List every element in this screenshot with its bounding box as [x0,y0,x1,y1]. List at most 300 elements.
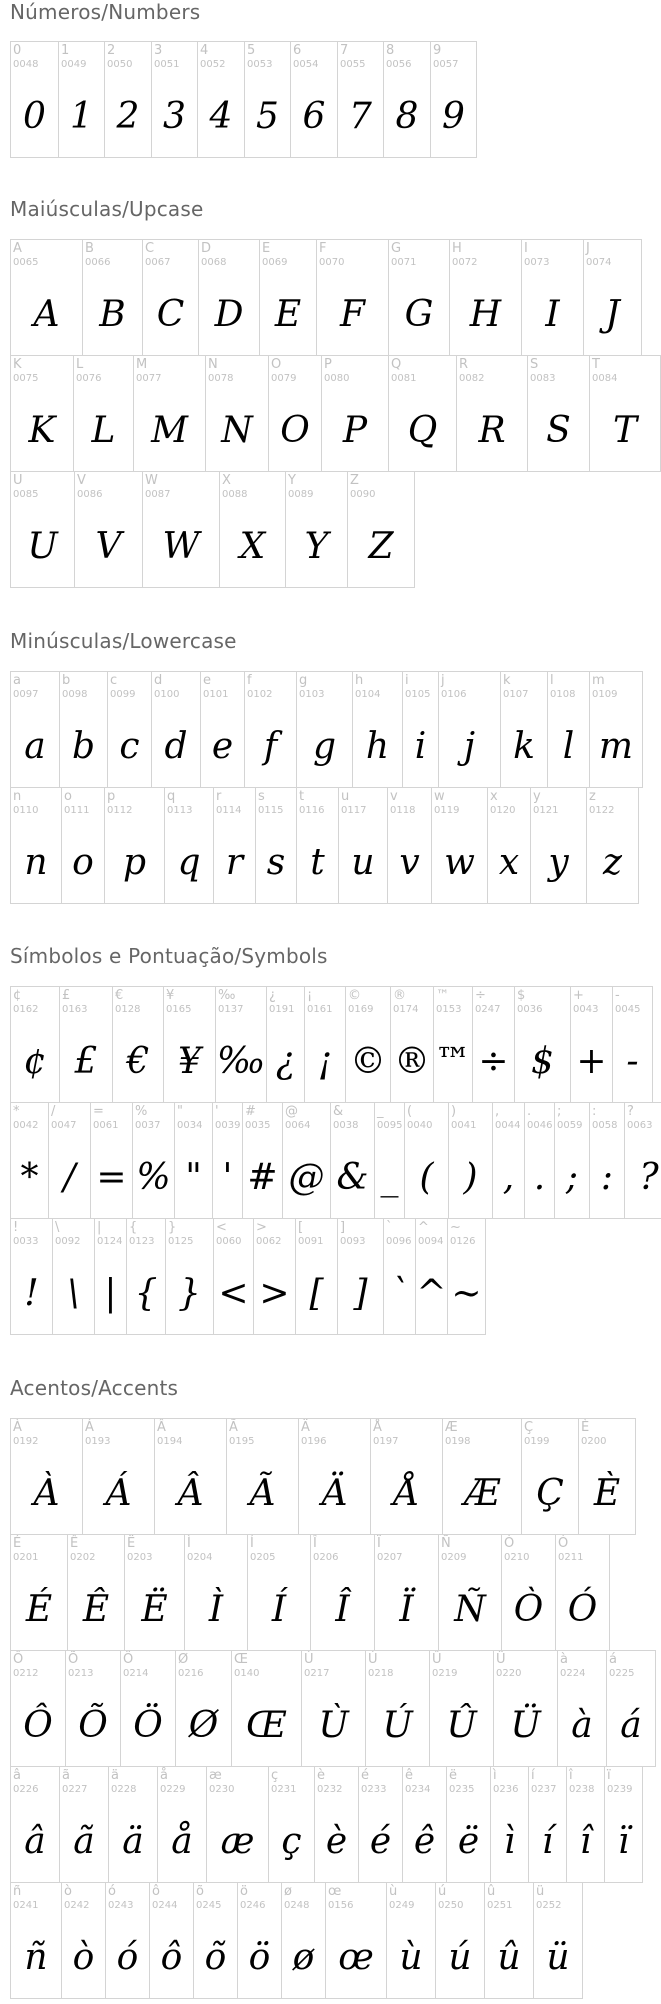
glyph-cell [604,1766,643,1883]
glyph-cell [205,355,269,472]
glyph-cell [402,671,439,788]
glyph-code: 0195 [229,1436,255,1447]
glyph-sample: 7 [349,96,372,137]
glyph-cell [429,1650,494,1767]
glyph-sample: Z [368,526,394,567]
glyph-sample: M [151,410,188,451]
glyph-sample: u [351,842,375,883]
glyph-sample: F [340,294,365,335]
glyph-sample: È [593,1473,621,1514]
glyph-label: 4 [200,43,209,58]
glyph-cell [447,1218,486,1335]
glyph-label: Ä [301,1420,310,1435]
glyph-sample: R [478,410,506,451]
glyph-code: 0106 [441,689,467,700]
glyph-label: x [490,789,498,804]
glyph-label: # [245,1104,256,1119]
glyph-row [10,1534,655,1650]
glyph-code: 0040 [407,1120,433,1131]
glyph-cell [383,1218,416,1335]
glyph-cell [10,1766,60,1883]
glyph-label: u [341,789,350,804]
glyph-label: ? [627,1104,634,1119]
glyph-label: % [135,1104,148,1119]
glyph-code: 0097 [13,689,39,700]
glyph-code: 0228 [111,1784,137,1795]
glyph-code: 0096 [386,1236,412,1247]
glyph-sample: â [24,1821,46,1862]
glyph-label: L [76,357,84,372]
glyph-cell [557,1650,607,1767]
glyph-label: " [177,1104,183,1119]
glyph-label: ò [64,1884,72,1899]
glyph-sample: ] [353,1273,368,1314]
glyph-label: X [222,473,231,488]
glyph-sample: U [27,526,58,567]
glyph-code: 0230 [209,1784,235,1795]
glyph-code: 0156 [328,1900,354,1911]
glyph-sample: % [136,1157,171,1198]
glyph-cell [10,787,62,904]
glyph-label: C [145,241,155,256]
glyph-label: b [62,673,71,688]
glyph-label: t [299,789,305,804]
glyph-sample: ñ [24,1937,48,1978]
glyph-label: = [93,1104,104,1119]
glyph-label: Ù [304,1652,314,1667]
glyph-sample: . [533,1157,546,1198]
glyph-label: i [405,673,409,688]
glyph-code: 0219 [432,1668,458,1679]
glyph-code: 0124 [97,1236,123,1247]
glyph-code: 0204 [187,1552,213,1563]
glyph-code: 0153 [436,1004,462,1015]
glyph-label: À [13,1420,22,1435]
glyph-sample: C [156,294,185,335]
glyph-code: 0034 [177,1120,203,1131]
glyph-code: 0241 [13,1900,39,1911]
glyph-cell [387,787,432,904]
glyph-code: 0115 [258,805,284,816]
glyph-label: N [208,357,218,372]
glyph-sample: y [548,842,569,883]
glyph-cell [578,1418,636,1535]
glyph-label: ¿ [269,988,276,1003]
glyph-label: ¢ [13,988,22,1003]
glyph-code: 0201 [13,1552,39,1563]
glyph-code: 0059 [557,1120,583,1131]
glyph-sample: € [126,1041,150,1082]
glyph-sample: ¿ [275,1041,296,1082]
glyph-sample: ê [413,1821,436,1862]
glyph-sample: ? [639,1157,659,1198]
glyph-sample: g [312,726,337,767]
glyph-code: 0037 [135,1120,161,1131]
glyph-label: m [592,673,605,688]
glyph-cell [213,787,256,904]
glyph-cell [282,1102,331,1219]
glyph-sample: P [342,410,368,451]
glyph-cell [583,239,642,356]
glyph-cell [490,1766,529,1883]
glyph-cell [304,986,346,1103]
glyph-sample: Æ [463,1473,501,1514]
glyph-sample: Ò [513,1589,544,1630]
glyph-code: 0122 [589,805,615,816]
glyph-code: 0100 [154,689,180,700]
glyph-label: H [452,241,462,256]
glyph-code: 0082 [459,373,485,384]
glyph-label: Z [350,473,359,488]
glyph-sample: ¡ [317,1041,333,1082]
glyph-cell [59,1766,109,1883]
glyph-sample: Ê [82,1589,110,1630]
glyph-label: n [13,789,22,804]
glyph-cell [104,41,152,158]
glyph-label: Ú [368,1652,378,1667]
glyph-cell [290,41,338,158]
glyph-label: œ [328,1884,342,1899]
glyph-label: \ [55,1220,60,1235]
glyph-sample: l [562,726,575,767]
glyph-sample: Í [271,1589,287,1630]
glyph-label: 3 [154,43,163,58]
glyph-sample: N [221,410,253,451]
glyph-cell [415,1218,448,1335]
glyph-cell [244,41,291,158]
glyph-sample: ø [292,1937,315,1978]
glyph-code: 0232 [317,1784,343,1795]
glyph-code: 0212 [13,1668,39,1679]
glyph-cell [107,671,152,788]
glyph-code: 0102 [247,689,273,700]
glyph-code: 0066 [85,257,111,268]
glyph-row [10,1418,655,1534]
glyph-sample: 9 [442,96,465,137]
glyph-row [10,239,660,355]
glyph-label: I [524,241,528,256]
glyph-sample: d [164,726,188,767]
glyph-sample: D [214,294,244,335]
glyph-code: 0042 [13,1120,39,1131]
glyph-label: à [560,1652,568,1667]
glyph-label: . [527,1104,532,1119]
glyph-label: | [97,1220,102,1235]
glyph-code: 0077 [136,373,162,384]
glyph-label: Û [432,1652,442,1667]
glyph-cell [345,986,391,1103]
glyph-label: Ø [178,1652,189,1667]
glyph-label: ö [240,1884,248,1899]
glyph-cell [174,1102,213,1219]
glyph-cell [82,1418,155,1535]
glyph-label: Ë [127,1536,136,1551]
glyph-label: á [609,1652,617,1667]
glyph-cell [298,1418,371,1535]
glyph-label: ä [111,1768,119,1783]
glyph-label: e [203,673,211,688]
glyph-sample: À [33,1473,60,1514]
glyph-cell [295,1218,338,1335]
glyph-label: Æ [445,1420,458,1435]
glyph-label: Ê [70,1536,79,1551]
glyph-code: 0086 [77,489,103,500]
glyph-cell [126,1218,166,1335]
glyph-code: 0103 [299,689,325,700]
glyph-code: 0216 [178,1668,204,1679]
glyph-code: 0087 [145,489,171,500]
glyph-code: 0242 [64,1900,90,1911]
glyph-cell [435,1882,485,1999]
glyph-label: ( [407,1104,413,1119]
glyph-label: G [391,241,402,256]
glyph-sample: * [20,1157,39,1198]
glyph-code: 0099 [110,689,136,700]
glyph-label: V [77,473,86,488]
glyph-code: 0038 [333,1120,359,1131]
glyph-sample: 6 [302,96,326,137]
glyph-cell [431,787,488,904]
glyph-label: ê [405,1768,413,1783]
glyph-sample: ® [394,1041,430,1082]
section-title: Símbolos e Pontuação/Symbols [10,944,328,968]
glyph-sample: w [444,842,475,883]
glyph-label: é [361,1768,369,1783]
glyph-cell [472,986,515,1103]
glyph-code: 0062 [256,1236,282,1247]
glyph-row [10,1102,661,1218]
glyph-sample: i [414,726,427,767]
glyph-sample: W [162,526,200,567]
glyph-sample: Ã [249,1473,276,1514]
glyph-cell [530,787,587,904]
glyph-cell [247,1534,311,1651]
glyph-label: w [434,789,445,804]
glyph-sample: a [24,726,46,767]
glyph-sample: m [598,726,634,767]
glyph-cell [165,1218,214,1335]
glyph-sample: Ù [318,1705,349,1746]
glyph-code: 0068 [201,257,227,268]
glyph-code: 0045 [615,1004,641,1015]
glyph-code: 0226 [13,1784,39,1795]
glyph-cell [10,986,60,1103]
glyph-code: 0114 [216,805,242,816]
glyph-sample: Ñ [454,1589,486,1630]
glyph-label: Á [85,1420,94,1435]
glyph-code: 0196 [301,1436,327,1447]
glyph-label: U [13,473,23,488]
glyph-code: 0067 [145,257,171,268]
glyph-cell [524,1102,555,1219]
glyph-cell [253,1218,296,1335]
glyph-code: 0063 [627,1120,653,1131]
glyph-sample: ì [503,1821,516,1862]
glyph-sample: ç [281,1821,302,1862]
glyph-code: 0054 [293,59,319,70]
glyph-code: 0043 [573,1004,599,1015]
glyph-label: Ó [558,1536,569,1551]
glyph-cell [105,1882,150,1999]
glyph-label: f [247,673,252,688]
glyph-sample: ò [72,1937,95,1978]
glyph-sample: [ [309,1273,324,1314]
glyph-sample: < [218,1273,249,1314]
glyph-code: 0218 [368,1668,394,1679]
glyph-code: 0044 [495,1120,521,1131]
glyph-code: 0203 [127,1552,153,1563]
glyph-sample: ï [617,1821,630,1862]
glyph-code: 0101 [203,689,229,700]
glyph-sample: ~ [451,1273,482,1314]
glyph-code: 0207 [377,1552,403,1563]
glyph-cell [10,471,75,588]
glyph-code: 0089 [288,489,314,500]
glyph-cell [231,1650,302,1767]
glyph-code: 0162 [13,1004,39,1015]
glyph-code: 0205 [250,1552,276,1563]
glyph-code: 0231 [271,1784,297,1795]
glyph-sample: S [546,410,571,451]
glyph-code: 0052 [200,59,226,70]
glyph-code: 0049 [61,59,87,70]
glyph-row [10,1882,655,1998]
glyph-code: 0251 [487,1900,513,1911]
glyph-sample: v [399,842,420,883]
glyph-label: û [487,1884,496,1899]
glyph-code: 0206 [313,1552,339,1563]
glyph-label: õ [196,1884,204,1899]
glyph-cell [151,41,198,158]
glyph-sample: { [134,1273,158,1314]
glyph-cell [386,1882,436,1999]
glyph-sample: õ [204,1937,227,1978]
section-title: Acentos/Accents [10,1376,179,1400]
glyph-cell [82,239,143,356]
glyph-sample: ' [222,1157,233,1198]
glyph-cell [259,239,317,356]
glyph-cell [586,787,639,904]
glyph-sample: Ï [399,1589,414,1630]
glyph-label: $ [517,988,526,1003]
glyph-label: 1 [61,43,70,58]
glyph-sample: ù [399,1937,423,1978]
glyph-cell [58,41,105,158]
glyph-code: 0041 [451,1120,477,1131]
glyph-cell [438,1534,502,1651]
glyph-cell [388,239,450,356]
glyph-code: 0094 [418,1236,444,1247]
glyph-cell [206,1766,269,1883]
glyph-label: ¥ [166,988,175,1003]
glyph-code: 0245 [196,1900,222,1911]
glyph-cell [142,471,220,588]
glyph-label: d [154,673,163,688]
glyph-sample: / [63,1157,76,1198]
glyph-sample: 5 [256,96,279,137]
glyph-label: ÷ [475,988,486,1003]
glyph-cell [124,1534,185,1651]
glyph-cell [215,986,267,1103]
glyph-code: 0110 [13,805,39,816]
glyph-code: 0084 [592,373,618,384]
glyph-cell [10,239,83,356]
glyph-sample: å [171,1821,193,1862]
glyph-sample: | [104,1273,117,1314]
glyph-cell [370,1418,443,1535]
glyph-sample: ( [419,1157,434,1198]
glyph-cell [268,1766,315,1883]
glyph-row [10,1218,661,1334]
glyph-code: 0048 [13,59,39,70]
glyph-sample: ™ [435,1041,471,1082]
glyph-label: ø [284,1884,292,1899]
glyph-cell [612,986,653,1103]
glyph-code: 0081 [391,373,417,384]
glyph-cell [237,1882,282,1999]
glyph-label: í [531,1768,535,1783]
glyph-label: å [160,1768,168,1783]
glyph-sample: : [600,1157,614,1198]
glyph-code: 0064 [285,1120,311,1131]
glyph-label: z [589,789,596,804]
glyph-cell [365,1650,430,1767]
glyph-code: 0237 [531,1784,557,1795]
glyph-cell [310,1534,375,1651]
glyph-row [10,471,660,587]
glyph-code: 0211 [558,1552,584,1563]
glyph-code: 0046 [527,1120,553,1131]
glyph-code: 0085 [13,489,39,500]
glyph-sample: , [502,1157,515,1198]
glyph-sample: # [247,1157,278,1198]
glyph-cell [330,1102,375,1219]
glyph-sample: @ [288,1157,325,1198]
glyph-grid [10,671,642,903]
glyph-sample: O [280,410,310,451]
glyph-cell [514,986,571,1103]
glyph-sample: Ô [23,1705,53,1746]
glyph-label: : [592,1104,597,1119]
glyph-sample: É [25,1589,53,1630]
glyph-label: ® [393,988,406,1003]
glyph-cell [500,671,548,788]
glyph-code: 0248 [284,1900,310,1911]
glyph-label: ] [340,1220,346,1235]
glyph-code: 0244 [152,1900,178,1911]
glyph-cell [301,1650,366,1767]
glyph-label: [ [298,1220,304,1235]
glyph-sample: ä [122,1821,144,1862]
glyph-sample: T [612,410,637,451]
glyph-cell [10,1418,83,1535]
glyph-label: ¡ [307,988,313,1003]
glyph-sample: Ç [536,1473,564,1514]
glyph-label: 8 [386,43,395,58]
glyph-cell [10,1650,66,1767]
glyph-label: Ö [123,1652,134,1667]
glyph-label: h [355,673,364,688]
glyph-code: 0235 [449,1784,475,1795]
glyph-cell [10,671,60,788]
glyph-label: p [107,789,116,804]
glyph-code: 0214 [123,1668,149,1679]
glyph-code: 0210 [504,1552,530,1563]
glyph-cell [10,1102,49,1219]
glyph-code: 0246 [240,1900,266,1911]
glyph-cell [624,1102,661,1219]
glyph-sample: Y [304,526,329,567]
